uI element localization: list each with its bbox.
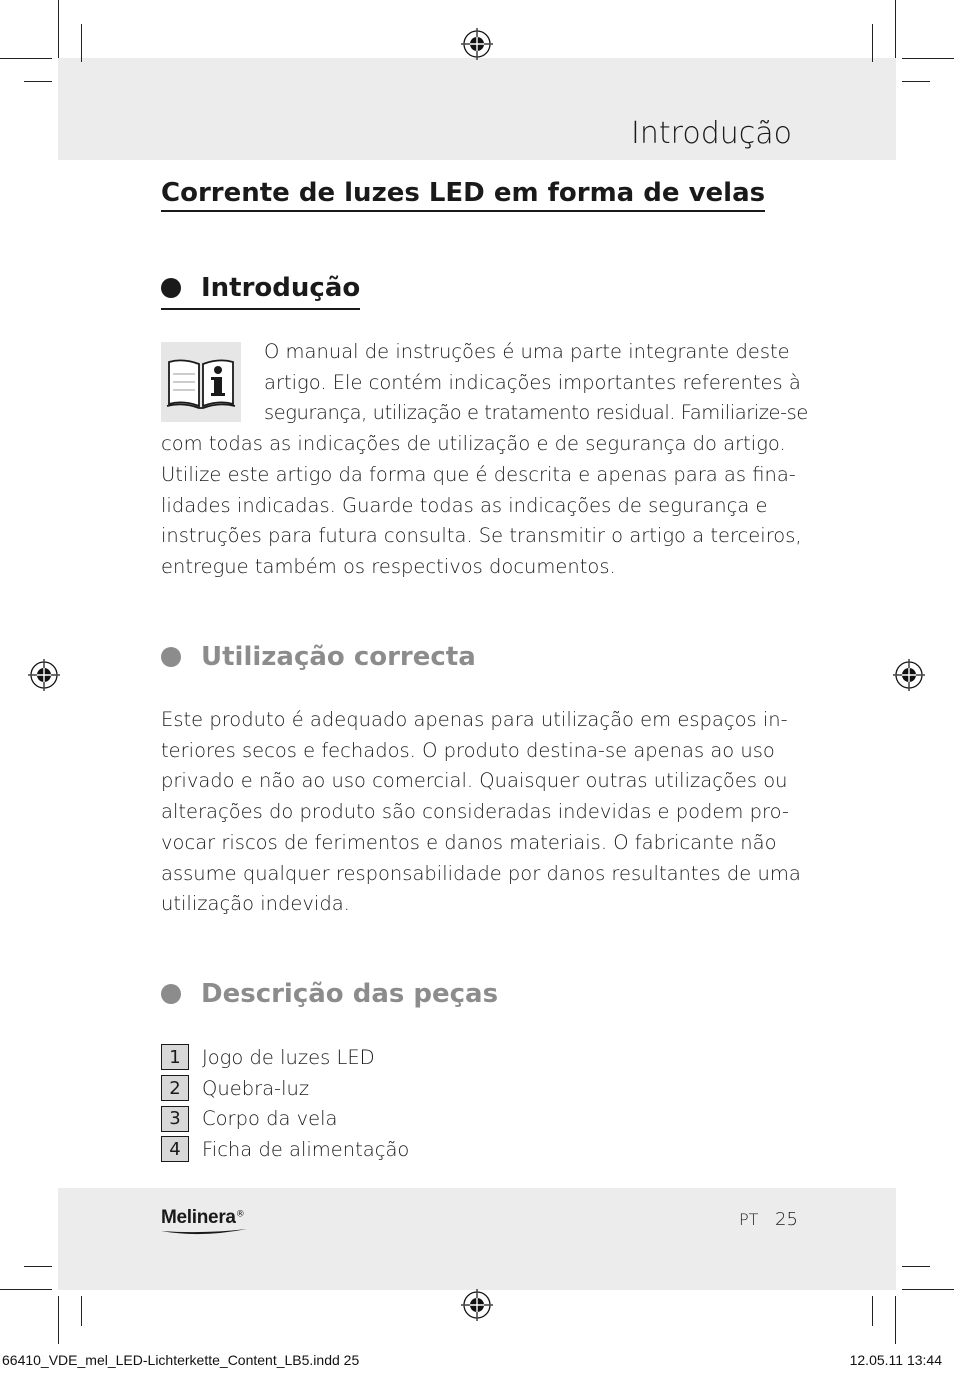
part-number: 3 (161, 1106, 189, 1132)
text-line: O manual de instruções é uma parte integrante deste (264, 340, 790, 363)
list-item (161, 1134, 409, 1165)
part-label: Corpo da vela (202, 1107, 338, 1131)
usage-paragraph (161, 705, 801, 920)
page-number: 25 (775, 1209, 798, 1230)
text-line: alterações do produto são consideradas indevidas e podem pro- (161, 800, 789, 824)
registration-mark-icon (461, 28, 493, 60)
list-item (161, 1073, 409, 1104)
list-item (161, 1103, 409, 1134)
text-line: entregue também os respectivos documentos. (161, 554, 616, 578)
text-line: artigo. Ele contém indicações importantes referentes à (264, 370, 801, 394)
part-number: 1 (161, 1044, 189, 1070)
part-label: Jogo de luzes LED (202, 1045, 375, 1069)
header-title: Introdução (631, 116, 792, 151)
section-heading-usage (161, 637, 476, 677)
part-label: Quebra-luz (202, 1076, 310, 1100)
text-line: com todas as indicações de utilização e de segurança do artigo. (161, 432, 786, 456)
document-title: Corrente de luzes LED em forma de velas (161, 178, 765, 212)
text-line: utilização indevida. (161, 892, 350, 916)
registration-mark-icon (461, 1289, 493, 1321)
text-line: lidades indicadas. Guarde todas as indicações de segurança e (161, 493, 768, 517)
part-number: 2 (161, 1075, 189, 1101)
registration-mark-icon (893, 659, 925, 691)
section-title: Descrição das peças (201, 979, 499, 1009)
bullet-icon (161, 647, 181, 667)
bullet-icon (161, 278, 181, 298)
text-line: Utilize este artigo da forma que é descrita e apenas para as fina- (161, 462, 796, 486)
text-line: teriores secos e fechados. O produto destina-se apenas ao uso (161, 738, 775, 762)
text-line: segurança, utilização e tratamento residual. Familiarize-se (264, 401, 808, 425)
bullet-icon (161, 984, 181, 1004)
intro-paragraph (161, 337, 808, 583)
section-title: Introdução (201, 273, 361, 303)
section-heading-intro (161, 268, 360, 310)
footer-band (58, 1188, 896, 1290)
list-item (161, 1042, 409, 1073)
brand-swoosh-icon (161, 1228, 247, 1236)
brand-name: Melinera (161, 1207, 236, 1228)
slug-datetime: 12.05.11 13:44 (849, 1352, 942, 1368)
text-line: instruções para futura consulta. Se transmitir o artigo a terceiros, (161, 524, 802, 548)
text-line: privado e não ao uso comercial. Quaisquer outras utilizações ou (161, 769, 788, 793)
text-line: Este produto é adequado apenas para utilização em espaços in- (161, 708, 788, 731)
text-line: assume qualquer responsabilidade por danos resultantes de uma (161, 861, 801, 885)
registration-mark-icon (28, 659, 60, 691)
parts-list (161, 1042, 409, 1165)
section-heading-parts (161, 974, 498, 1014)
page-language: PT (739, 1210, 759, 1229)
text-line: vocar riscos de ferimentos e danos materiais. O fabricante não (161, 830, 777, 854)
section-title: Utilização correcta (201, 642, 476, 672)
part-label: Ficha de alimentação (202, 1137, 410, 1161)
part-number: 4 (161, 1136, 189, 1162)
slug-filename: 66410_VDE_mel_LED-Lichterkette_Content_LB5.indd 25 (2, 1352, 360, 1368)
brand-registered-mark: ® (235, 1209, 245, 1220)
brand-logo (161, 1207, 247, 1236)
